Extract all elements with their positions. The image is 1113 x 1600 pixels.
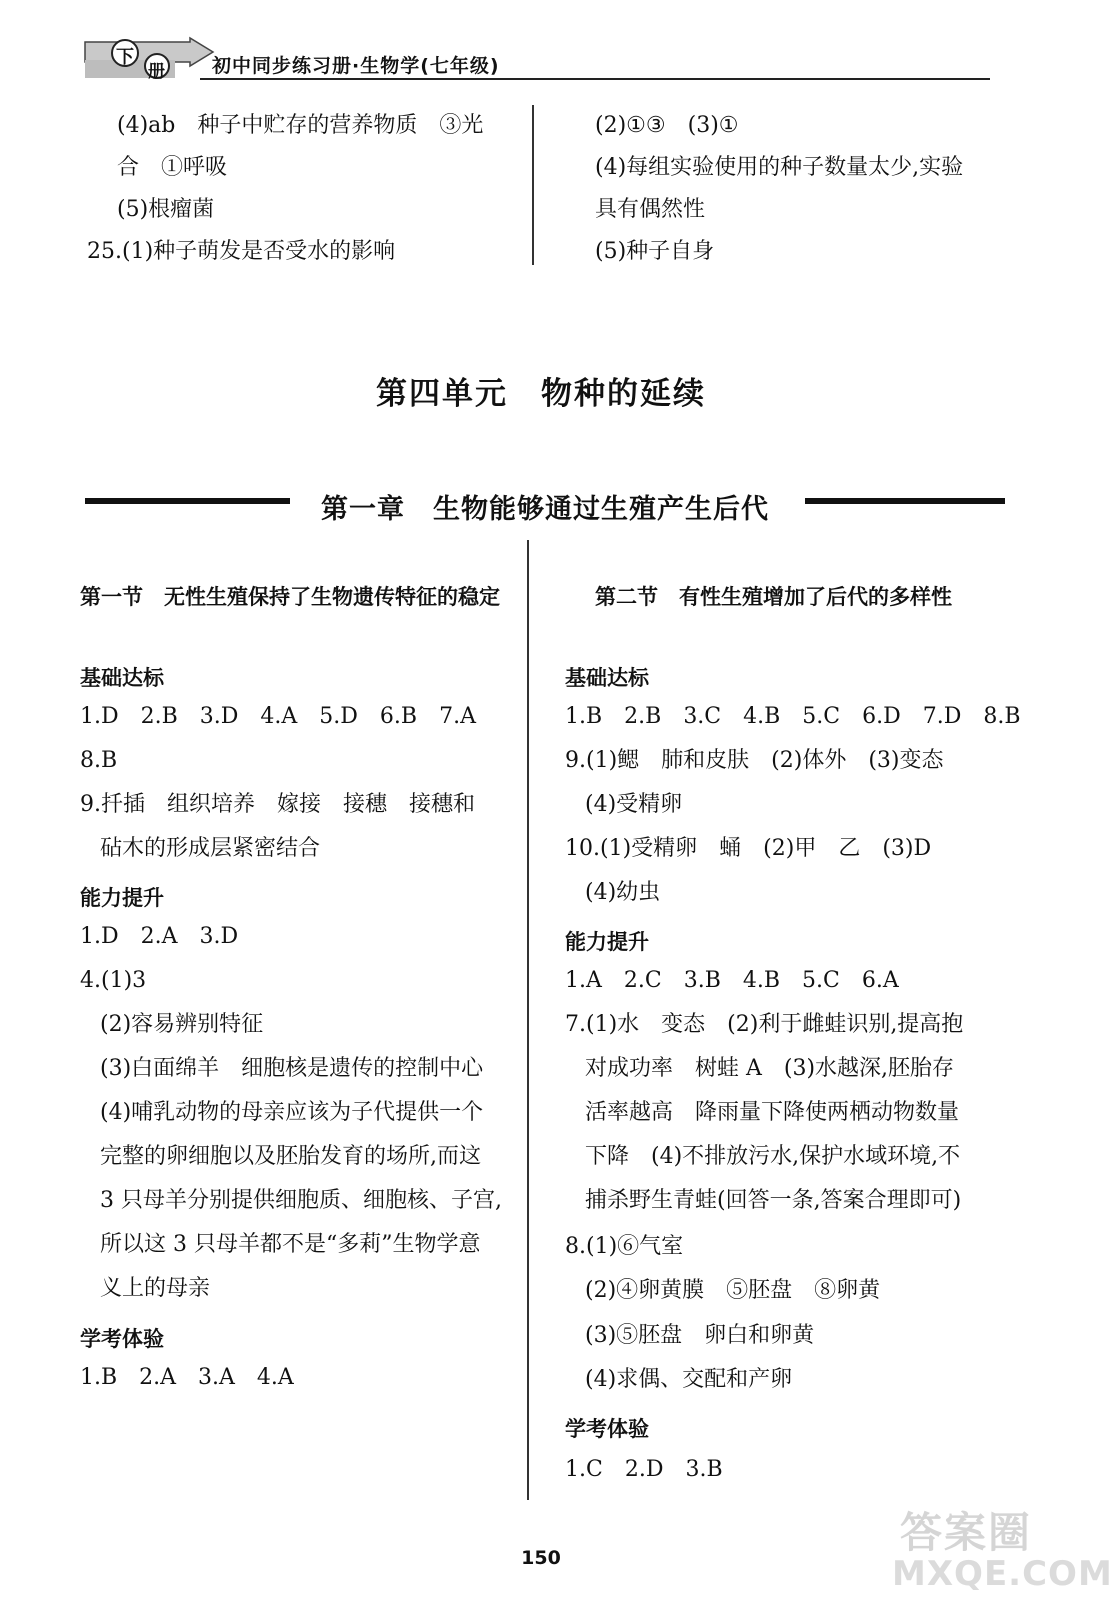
badge-top-char: 下 (116, 47, 134, 68)
right-subheading: 基础达标 (565, 666, 649, 690)
right-answer-line: (4)求偶、交配和产卵 (585, 1367, 793, 1392)
left-subheading: 基础达标 (80, 666, 164, 690)
chapter-title: 第一章 生物能够通过生殖产生后代 (321, 494, 769, 525)
right-answer-line: 下降 (4)不排放污水,保护水域环境,不 (585, 1144, 961, 1169)
unit-title: 第四单元 物种的延续 (376, 376, 706, 412)
left-answer-line: 所以这 3 只母羊都不是“多莉”生物学意 (100, 1232, 481, 1257)
badge-bottom-char: 册 (148, 62, 165, 82)
left-answer-line: 1.D 2.B 3.D 4.A 5.D 6.B 7.A (80, 704, 476, 729)
top-left-line: (5)根瘤菌 (117, 197, 215, 222)
left-subheading: 学考体验 (80, 1327, 164, 1351)
top-left-line: 25.(1)种子萌发是否受水的影响 (87, 239, 396, 264)
right-answer-line: 1.B 2.B 3.C 4.B 5.C 6.D 7.D 8.B (565, 704, 1021, 729)
left-answer-line: 1.B 2.A 3.A 4.A (80, 1365, 294, 1390)
right-answer-line: 1.A 2.C 3.B 4.B 5.C 6.A (565, 968, 899, 993)
header-rule (200, 78, 990, 80)
left-section-title: 第一节 无性生殖保持了生物遗传特征的稳定 (80, 585, 500, 609)
top-right-line: (5)种子自身 (595, 239, 715, 264)
watermark-logo (880, 1500, 1113, 1598)
right-answer-line: 9.(1)鳃 肺和皮肤 (2)体外 (3)变态 (565, 748, 944, 773)
left-answer-line: (4)哺乳动物的母亲应该为子代提供一个 (100, 1100, 484, 1125)
right-answer-line: 8.(1)⑥气室 (565, 1234, 684, 1259)
right-answer-line: 1.C 2.D 3.B (565, 1457, 723, 1482)
left-answer-line: 完整的卵细胞以及胚胎发育的场所,而这 (100, 1144, 481, 1169)
top-right-line: (2)①③ (3)① (595, 113, 739, 138)
left-subheading: 能力提升 (80, 886, 164, 910)
left-answer-line: 3 只母羊分别提供细胞质、细胞核、子宫, (100, 1188, 502, 1213)
right-answer-line: (3)⑤胚盘 卵白和卵黄 (585, 1323, 815, 1348)
top-left-line: 合 ①呼吸 (117, 155, 228, 180)
right-answer-line: (2)④卵黄膜 ⑤胚盘 ⑧卵黄 (585, 1278, 881, 1303)
right-section-title: 第二节 有性生殖增加了后代的多样性 (595, 585, 952, 609)
right-answer-line: (4)受精卵 (585, 792, 683, 817)
right-answer-line: 活率越高 降雨量下降使两栖动物数量 (585, 1100, 960, 1125)
right-answer-line: 7.(1)水 变态 (2)利于雌蛙识别,提高抱 (565, 1012, 964, 1037)
right-subheading: 能力提升 (565, 930, 649, 954)
header-title: 初中同步练习册·生物学(七年级) (212, 55, 500, 77)
left-answer-line: 4.(1)3 (80, 968, 147, 993)
left-answer-line: 义上的母亲 (100, 1276, 211, 1301)
top-column-divider (532, 105, 534, 265)
left-answer-line: (2)容易辨别特征 (100, 1012, 264, 1037)
left-answer-line: 1.D 2.A 3.D (80, 924, 239, 949)
main-column-divider (527, 540, 529, 1500)
right-answer-line: (4)幼虫 (585, 880, 661, 905)
right-answer-line: 10.(1)受精卵 蛹 (2)甲 乙 (3)D (565, 836, 932, 861)
page-number: 150 (521, 1547, 561, 1569)
right-subheading: 学考体验 (565, 1417, 649, 1441)
left-answer-line: (3)白面绵羊 细胞核是遗传的控制中心 (100, 1056, 484, 1081)
top-left-line: (4)ab 种子中贮存的营养物质 ③光 (117, 113, 484, 138)
top-right-line: (4)每组实验使用的种子数量太少,实验 (595, 155, 964, 180)
left-answer-line: 9.扦插 组织培养 嫁接 接穗 接穗和 (80, 792, 475, 817)
right-answer-line: 捕杀野生青蛙(回答一条,答案合理即可) (585, 1188, 962, 1213)
chapter-heading (85, 487, 1005, 525)
left-answer-line: 8.B (80, 748, 118, 773)
left-answer-line: 砧木的形成层紧密结合 (100, 836, 321, 861)
top-right-line: 具有偶然性 (595, 197, 706, 222)
right-answer-line: 对成功率 树蛙 A (3)水越深,胚胎存 (585, 1056, 955, 1081)
watermark-top-text: 答案圈 (900, 1508, 1033, 1557)
watermark-bottom-text: MXQE.COM (892, 1554, 1113, 1594)
